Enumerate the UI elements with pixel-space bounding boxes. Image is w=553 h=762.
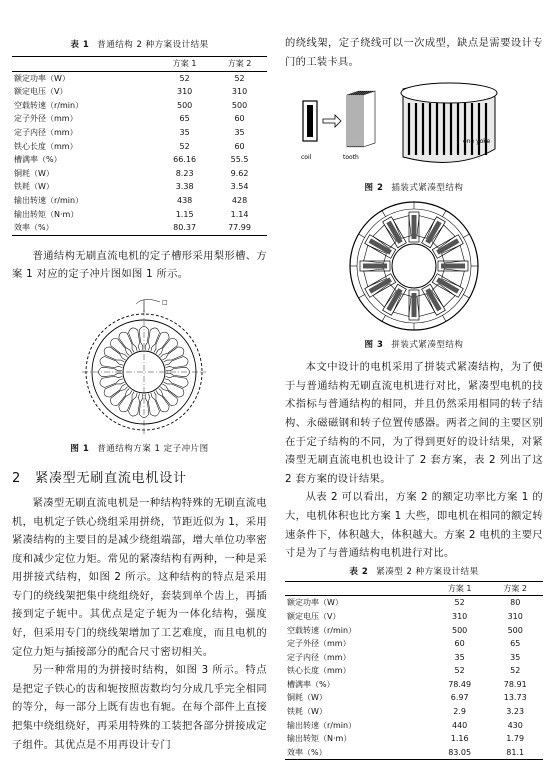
fig1-slot <box>151 389 171 414</box>
table1-row-label: 铁心长度（mm） <box>14 141 78 151</box>
table1-row <box>12 126 267 140</box>
table1-row-label: 额定功率（W） <box>14 73 70 83</box>
table2-title: 紧凑型 2 种方案设计结果 <box>376 566 479 577</box>
table1-number: 表 1 <box>70 40 90 50</box>
table1-cell: 500 <box>176 100 193 110</box>
table1-row <box>12 153 267 167</box>
table2-cell: 6.97 <box>450 693 469 703</box>
table1-row <box>12 208 267 222</box>
table2-row <box>285 705 543 719</box>
table1-caption <box>12 38 267 50</box>
table2-number: 表 2 <box>349 566 369 577</box>
table2-row-label: 铜耗（W） <box>287 693 327 703</box>
table2-row-label: 定子内径（mm） <box>287 652 351 662</box>
table2-row-label: 铁耗（W） <box>287 707 327 717</box>
table2-row <box>285 624 543 638</box>
table1-cell: 310 <box>176 87 193 97</box>
fig2-yoke <box>401 83 497 162</box>
table1-cell: 1.15 <box>175 209 194 219</box>
table1-cell: 3.38 <box>175 182 194 192</box>
right-column <box>285 0 543 760</box>
fig1-slot <box>102 379 127 399</box>
fig1-stator-drawing <box>12 290 267 440</box>
table2-cell: 60 <box>454 639 465 649</box>
para-right-2: 本文中设计的电机采用了拼装式紧凑结构，为了便于与普通结构无刷直流电机进行对比，紧凑型电机的技术指标与普通结构的相同，并且仍然采用相同的转子结构、永磁磁钢和转子位置传感器。两者之间的主要区别在于定子结构的不同，为了得到更好的设计结果，对紧凑型无刷直流电机也设计了 2 套方案，表 2 列出了这 2 套方案的设计结果。 <box>285 361 543 485</box>
fig1-slot <box>102 345 127 365</box>
table2-row-label: 空载转速（r/min） <box>287 625 357 635</box>
table2-cell: 80 <box>510 598 521 608</box>
table2-row <box>285 637 543 651</box>
table1-row <box>12 167 267 181</box>
fig2-title: 插装式紧凑型结构 <box>391 183 464 194</box>
table1-cell: 60 <box>234 141 245 151</box>
table2-row-label: 铁心长度（mm） <box>287 666 351 676</box>
table1-cell: 66.16 <box>173 155 197 165</box>
fig2-label-tooth: tooth <box>343 154 359 162</box>
table1-cell: 438 <box>176 195 193 205</box>
fig1-stator <box>82 299 206 434</box>
table2-header-cell: 方案 2 <box>487 581 543 596</box>
table2-cell: 52 <box>454 598 465 608</box>
table1-cell: 8.23 <box>175 168 194 178</box>
table2-row-label: 槽满率（%） <box>287 679 335 689</box>
table2-cell: 430 <box>507 720 523 730</box>
table2-row <box>285 596 543 610</box>
table1-row-label: 输出转速（r/min） <box>14 195 84 205</box>
table1-cell: 1.14 <box>230 209 249 219</box>
table2-row-label: 额定功率（W） <box>287 598 343 608</box>
table2-row-label: 额定电压（V） <box>287 611 341 621</box>
table1-row-label: 铁耗（W） <box>14 182 54 192</box>
table2-row <box>285 691 543 705</box>
table2-cell: 440 <box>452 720 468 730</box>
table2-cell: 83.05 <box>432 746 488 760</box>
table2-row <box>285 651 543 665</box>
table1-header-blank <box>12 57 157 72</box>
fig1-number: 图 1 <box>70 443 90 454</box>
fig2-lamination <box>363 91 375 147</box>
table2-row <box>285 719 543 733</box>
table1-row-label: 额定电压（V） <box>14 87 68 97</box>
table2-header-blank <box>285 581 432 596</box>
table2-cell: 13.73 <box>503 693 527 703</box>
fig2-drawing <box>285 79 543 179</box>
table1-row <box>12 140 267 154</box>
fig3-stator <box>350 202 478 330</box>
table1-cell: 3.54 <box>230 182 249 192</box>
table1-row-label: 定子内径（mm） <box>14 127 78 137</box>
left-column <box>12 0 267 754</box>
table1-row <box>12 71 267 85</box>
table1-cell: 52 <box>179 73 190 83</box>
table2-cell: 78.91 <box>503 679 527 689</box>
table2-row <box>285 732 543 746</box>
fig1-slot <box>161 345 186 365</box>
table2-cell: 3.23 <box>506 707 525 717</box>
table1-row-label: 效率（%） <box>12 221 157 235</box>
fig3-caption <box>285 338 543 350</box>
table2-cell: 52 <box>510 666 521 676</box>
table1-row <box>12 221 267 235</box>
table2-cell: 500 <box>507 625 523 635</box>
table1-cell: 77.99 <box>212 221 267 235</box>
table2-cell: 2.9 <box>453 707 467 717</box>
table1-header-cell: 方案 2 <box>212 57 267 72</box>
table2-row-label: 输出转矩（N·m） <box>287 734 352 744</box>
table1 <box>12 56 267 236</box>
fig1-slot <box>117 389 137 414</box>
table2-row-label: 定子外径（mm） <box>287 639 351 649</box>
para-right-3: 从表 2 可以看出，方案 2 的额定功率比方案 1 的大，电机体积也比方案 1 大些，即电机在相同的额定转速条件下，体积越大，体积越大。方案 2 电机的主要尺寸是为了与普通结构电机进行对比。 <box>285 491 543 560</box>
table1-row-label: 空载转速（r/min） <box>14 100 84 110</box>
table1-title: 普通结构 2 种方案设计结果 <box>97 40 209 50</box>
table1-row <box>12 85 267 99</box>
table2-cell: 1.79 <box>506 734 525 744</box>
fig2-arrow <box>323 115 341 127</box>
para-right-1: 的绕线架，定子绕线可以一次成型，缺点是需要设计专门的工装卡具。 <box>285 37 543 68</box>
table1-cell: 310 <box>231 87 248 97</box>
table2-row-label: 输出转速（r/min） <box>287 720 357 730</box>
table1-cell: 428 <box>231 195 248 205</box>
para-left-3: 另一种常用的为拼接时结构，如图 3 所示。特点是把定子铁心的齿和轭按照齿数均匀分成几乎完全相同的等分，每一部分上既有齿也有轭。在每个部件上直接把集中绕组绕好，再采用特殊的工装把各部分拼接成定子组件。其优点是不用再设计专门 <box>12 664 267 751</box>
table2-cell: 310 <box>507 611 523 621</box>
fig1-slot <box>151 330 171 355</box>
fig2-label-coil: coil <box>301 154 312 162</box>
fig2-coil <box>301 101 317 161</box>
table1-cell: 9.62 <box>230 168 249 178</box>
table1-cell: 52 <box>179 141 190 151</box>
fig1-title: 普通结构方案 1 定子冲片图 <box>97 443 209 454</box>
fig3-number: 图 3 <box>364 340 384 351</box>
table2-cell: 35 <box>510 652 521 662</box>
fig1-dimension-mark: □ <box>162 298 168 306</box>
table1-row-label: 定子外径（mm） <box>14 114 78 124</box>
table1-cell: 55.5 <box>230 155 249 165</box>
table2-header-row <box>285 581 543 596</box>
table1-row-label: 输出转矩（N·m） <box>14 209 79 219</box>
para-left-1: 普通结构无刷直流电机的定子槽形采用梨形槽、方案 1 对应的定子冲片图如图 1 所示。 <box>12 249 267 281</box>
table1-header-cell: 方案 1 <box>157 57 212 72</box>
table2-cell: 81.1 <box>487 746 543 760</box>
table2-row <box>285 610 543 624</box>
table1-cell: 35 <box>179 127 190 137</box>
table1-row <box>12 180 267 194</box>
table2-row <box>285 678 543 692</box>
fig3-drawing <box>285 197 543 335</box>
section-2-heading <box>12 467 267 486</box>
table2-header-cell: 方案 1 <box>432 581 488 596</box>
table1-cell: 500 <box>231 100 248 110</box>
section-2-number: 2 <box>12 470 22 486</box>
fig2-tooth <box>343 91 375 161</box>
table2-row <box>285 746 543 760</box>
table2-row-label: 效率（%） <box>285 746 432 760</box>
table2-cell: 1.16 <box>450 734 469 744</box>
table1-row <box>12 194 267 208</box>
fig1-slot <box>161 379 186 399</box>
table1-row-label: 铜耗（W） <box>14 168 54 178</box>
table1-cell: 35 <box>234 127 245 137</box>
table2 <box>285 581 543 761</box>
table2-caption <box>285 565 543 577</box>
fig1-caption <box>12 442 267 454</box>
table1-cell: 60 <box>234 114 245 124</box>
table2-cell: 310 <box>452 611 468 621</box>
table1-cell: 52 <box>234 73 245 83</box>
table2-cell: 500 <box>452 625 468 635</box>
table2-row <box>285 664 543 678</box>
table2-cell: 65 <box>510 639 521 649</box>
fig3-title: 拼装式紧凑型结构 <box>391 340 464 351</box>
para-left-2: 紧凑型无刷直流电机是一种结构特殊的无刷直流电机，电机定子铁心绕组采用拼绕，节距近似为 1，采用紧凑结构的主要目的是减少绕组端部，增大单位功率密度和减少定位力矩。常见的紧凑结构有两种，一种是采用拼接式结构，如图 2 所示。这种结构的特点是采用专门的绕线架把集中绕组绕好，套装到单个齿上，再插接到定子轭中。其优点是定子轭为一体化结构，强度好，但采用专门的绕线架增加了工艺难度，而且电机的定位力矩与插接部分的配合尺寸密切相关。 <box>12 496 267 658</box>
fig2-caption <box>285 181 543 193</box>
table2-cell: 78.49 <box>448 679 472 689</box>
table2-cell: 35 <box>454 652 465 662</box>
fig1-slot <box>117 330 137 355</box>
fig2-label-yoke: one yoke <box>463 138 491 146</box>
table2-cell: 52 <box>454 666 465 676</box>
table1-row <box>12 99 267 113</box>
table1-cell: 80.37 <box>157 221 212 235</box>
table1-row-label: 槽满率（%） <box>14 155 62 165</box>
fig2-number: 图 2 <box>364 183 384 194</box>
section-2-title: 紧凑型无刷直流电机设计 <box>35 470 187 486</box>
table1-cell: 65 <box>179 114 190 124</box>
table1-header-row <box>12 57 267 72</box>
table1-row <box>12 112 267 126</box>
